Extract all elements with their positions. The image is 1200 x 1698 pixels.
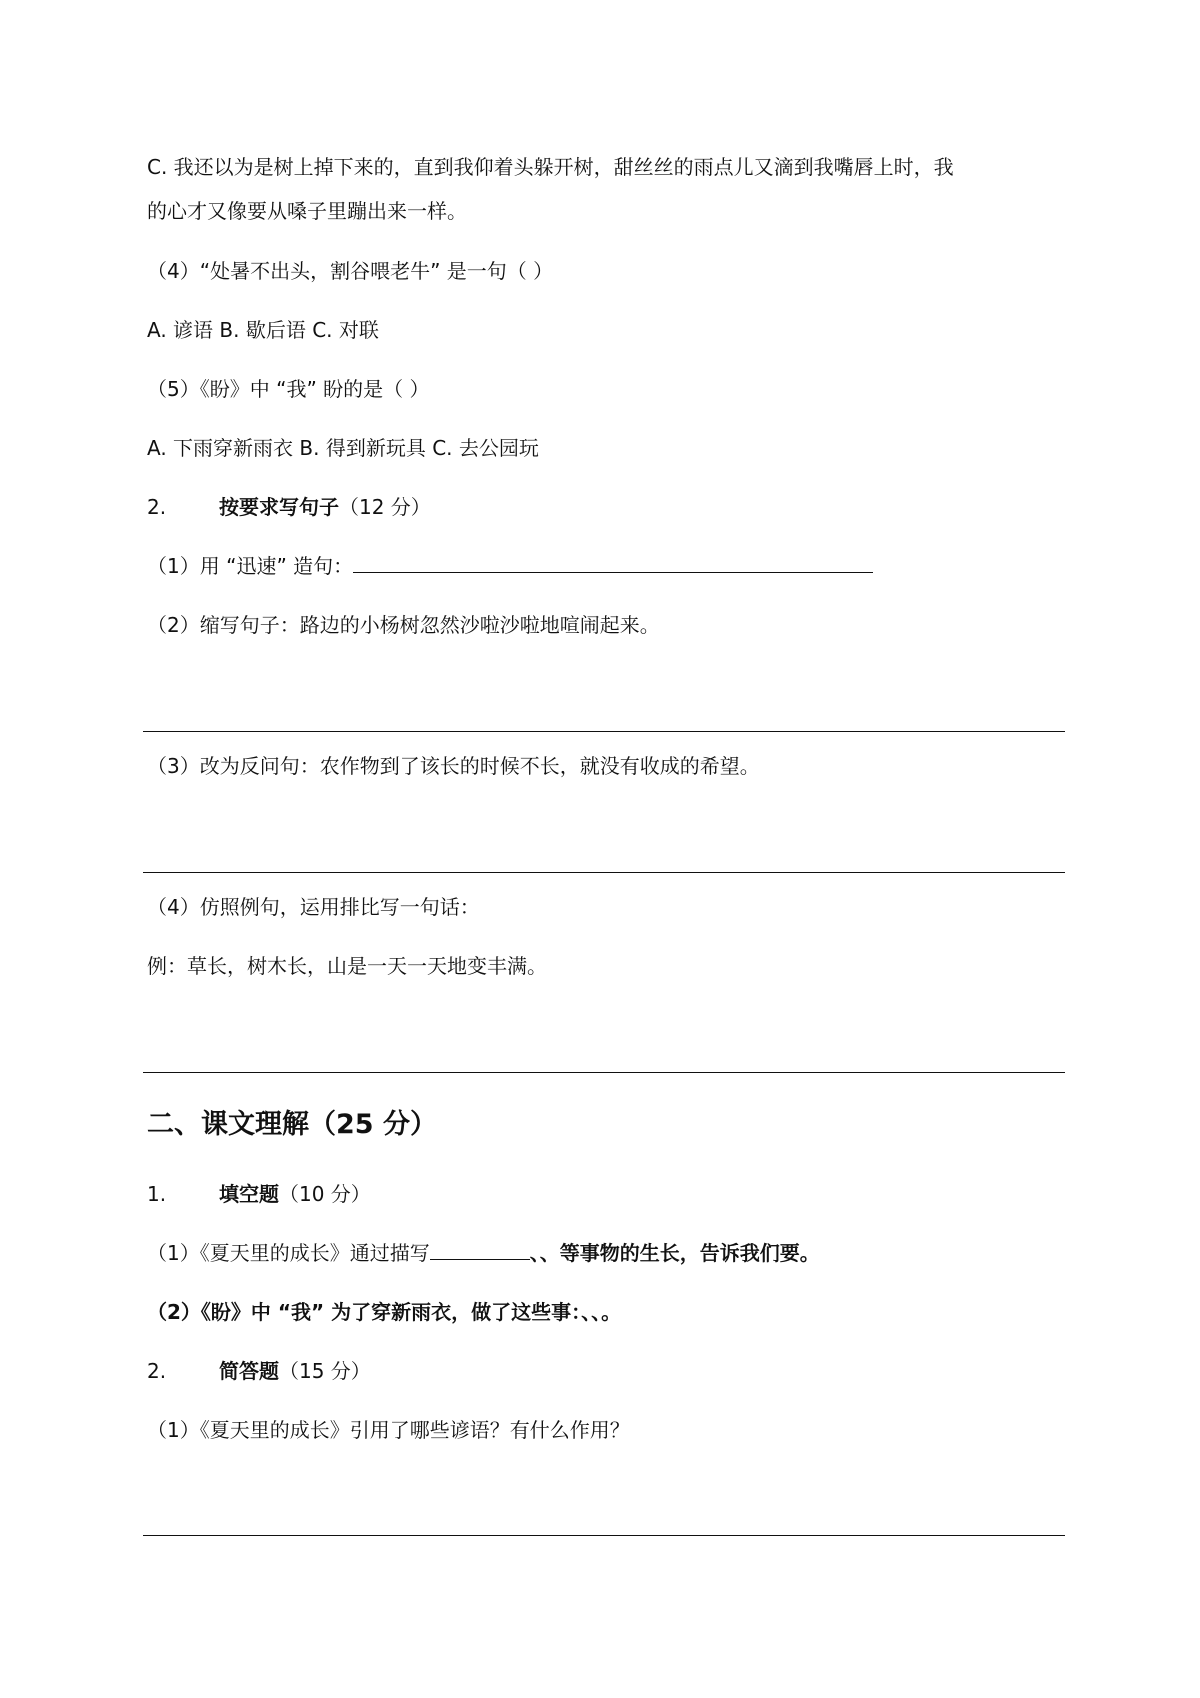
section-number: 2.	[147, 495, 167, 519]
section-title: 简答题	[219, 1359, 279, 1383]
fill-blank-question-1	[147, 1239, 820, 1267]
short-answer-heading	[147, 1357, 371, 1385]
section-score: （10 分）	[279, 1182, 371, 1206]
sentence-question-2: （2）缩写句子：路边的小杨树忽然沙啦沙啦地喧闹起来。	[147, 613, 660, 637]
part-2-heading: 二、课文理解（25 分）	[147, 1109, 437, 1140]
section-title: 填空题	[219, 1182, 279, 1206]
question-text: （1）《夏天里的成长》通过描写	[147, 1241, 430, 1265]
fill-blank-heading	[147, 1180, 371, 1208]
answer-blank[interactable]	[353, 554, 873, 573]
option-c-line-2: 的心才又像要从嗓子里蹦出来一样。	[147, 199, 467, 223]
question-4-options: A. 谚语 B. 歇后语 C. 对联	[147, 318, 379, 342]
sentence-question-4: （4）仿照例句，运用排比写一句话：	[147, 895, 480, 919]
answer-line[interactable]	[143, 1072, 1065, 1073]
section-number: 2.	[147, 1359, 167, 1383]
question-4: （4）“处暑不出头，割谷喂老牛” 是一句（ ）	[147, 259, 554, 283]
short-answer-question-1: （1）《夏天里的成长》引用了哪些谚语？有什么作用？	[147, 1418, 630, 1442]
section-title: 按要求写句子	[219, 495, 339, 519]
sentence-question-1	[147, 552, 873, 580]
answer-blank[interactable]	[430, 1241, 530, 1260]
fill-blank-question-2: （2）《盼》中 “我” 为了穿新雨衣，做了这些事：、、。	[147, 1300, 622, 1324]
question-text-bold: 、、等事物的生长，告诉我们要。	[529, 1241, 820, 1265]
question-5-options: A. 下雨穿新雨衣 B. 得到新玩具 C. 去公园玩	[147, 436, 539, 460]
sentence-example: 例：草长，树木长，山是一天一天地变丰满。	[147, 954, 547, 978]
answer-line[interactable]	[143, 1535, 1065, 1536]
section-score: （12 分）	[339, 495, 431, 519]
answer-line[interactable]	[143, 872, 1065, 873]
section-score: （15 分）	[279, 1359, 371, 1383]
sentence-question-3: （3）改为反问句：农作物到了该长的时候不长，就没有收成的希望。	[147, 754, 760, 778]
option-c-line-1: C. 我还以为是树上掉下来的，直到我仰着头躲开树，甜丝丝的雨点儿又滴到我嘴唇上时，我	[147, 155, 954, 179]
question-text: （1）用 “迅速” 造句：	[147, 554, 354, 578]
answer-line[interactable]	[143, 731, 1065, 732]
section-number: 1.	[147, 1182, 167, 1206]
section-2-heading	[147, 493, 431, 521]
question-5: （5）《盼》中 “我” 盼的是（ ）	[147, 377, 430, 401]
